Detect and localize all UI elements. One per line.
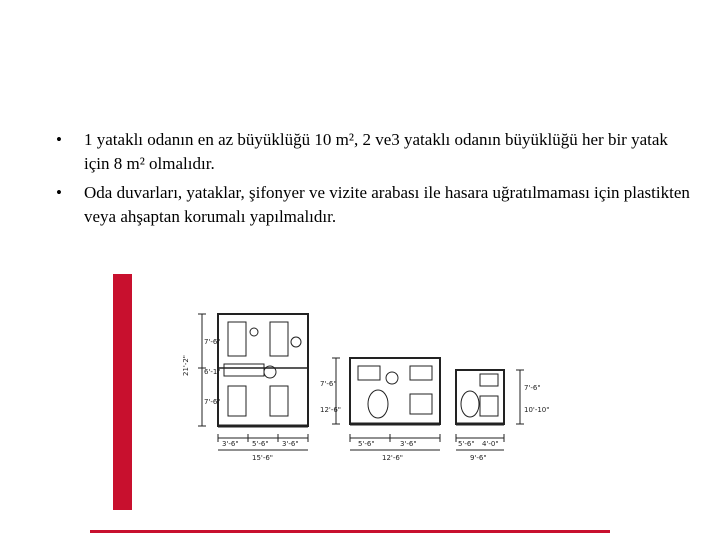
plan-1-dim-total-height: 21'-2"	[182, 354, 190, 376]
bullet-dot: •	[56, 183, 62, 202]
plan-2-dim-a: 7'-6"	[320, 380, 337, 388]
plan-3-bottom-dim-a: 5'-6"	[458, 440, 475, 448]
plan-1-total-width: 15'-6"	[252, 454, 274, 462]
bullet-text: 1 yataklı odanın en az büyüklüğü 10 m², 2 ve3 yataklı odanın büyüklüğü her bir yatak için 8 m² olmalıdır.	[84, 130, 668, 173]
plan-2-dim-b: 12'-6"	[320, 406, 342, 414]
plan-1-dim-b: 6'-1"	[204, 368, 221, 376]
bullet-text: Oda duvarları, yataklar, şifonyer ve vizite arabası ile hasara uğratılmaması için plastikten veya ahşaptan korumalı yapılmalıdır.	[84, 183, 690, 226]
plan-2-bottom-dim-b: 3'-6"	[400, 440, 417, 448]
plan-2-floor-plan	[332, 358, 440, 450]
plan-2-total-width: 12'-6"	[382, 454, 404, 462]
bullet-list	[56, 128, 696, 234]
plan-1-floor-plan	[198, 314, 308, 450]
plan-1-bottom-dim-c: 3'-6"	[282, 440, 299, 448]
plan-1-dim-c: 7'-6"	[204, 398, 221, 406]
plan-3-floor-plan	[456, 370, 524, 450]
plan-1-bottom-dim-a: 3'-6"	[222, 440, 239, 448]
plan-2-bottom-dim-a: 5'-6"	[358, 440, 375, 448]
plan-3-dim-a: 7'-6"	[524, 384, 541, 392]
bullet-dot: •	[56, 130, 62, 149]
plan-3-total-width: 9'-6"	[470, 454, 487, 462]
bullet-item	[56, 181, 696, 229]
plan-1-dim-a: 7'-6"	[204, 338, 221, 346]
decorative-red-bar	[113, 274, 132, 510]
plan-3-bottom-dim-b: 4'-0"	[482, 440, 499, 448]
plan-3-dim-b: 10'-10"	[524, 406, 550, 414]
decorative-red-line	[90, 530, 610, 533]
room-plans-drawing	[178, 300, 550, 466]
room-plans-figure	[178, 300, 550, 466]
plan-1-bottom-dim-b: 5'-6"	[252, 440, 269, 448]
bullet-item	[56, 128, 696, 176]
